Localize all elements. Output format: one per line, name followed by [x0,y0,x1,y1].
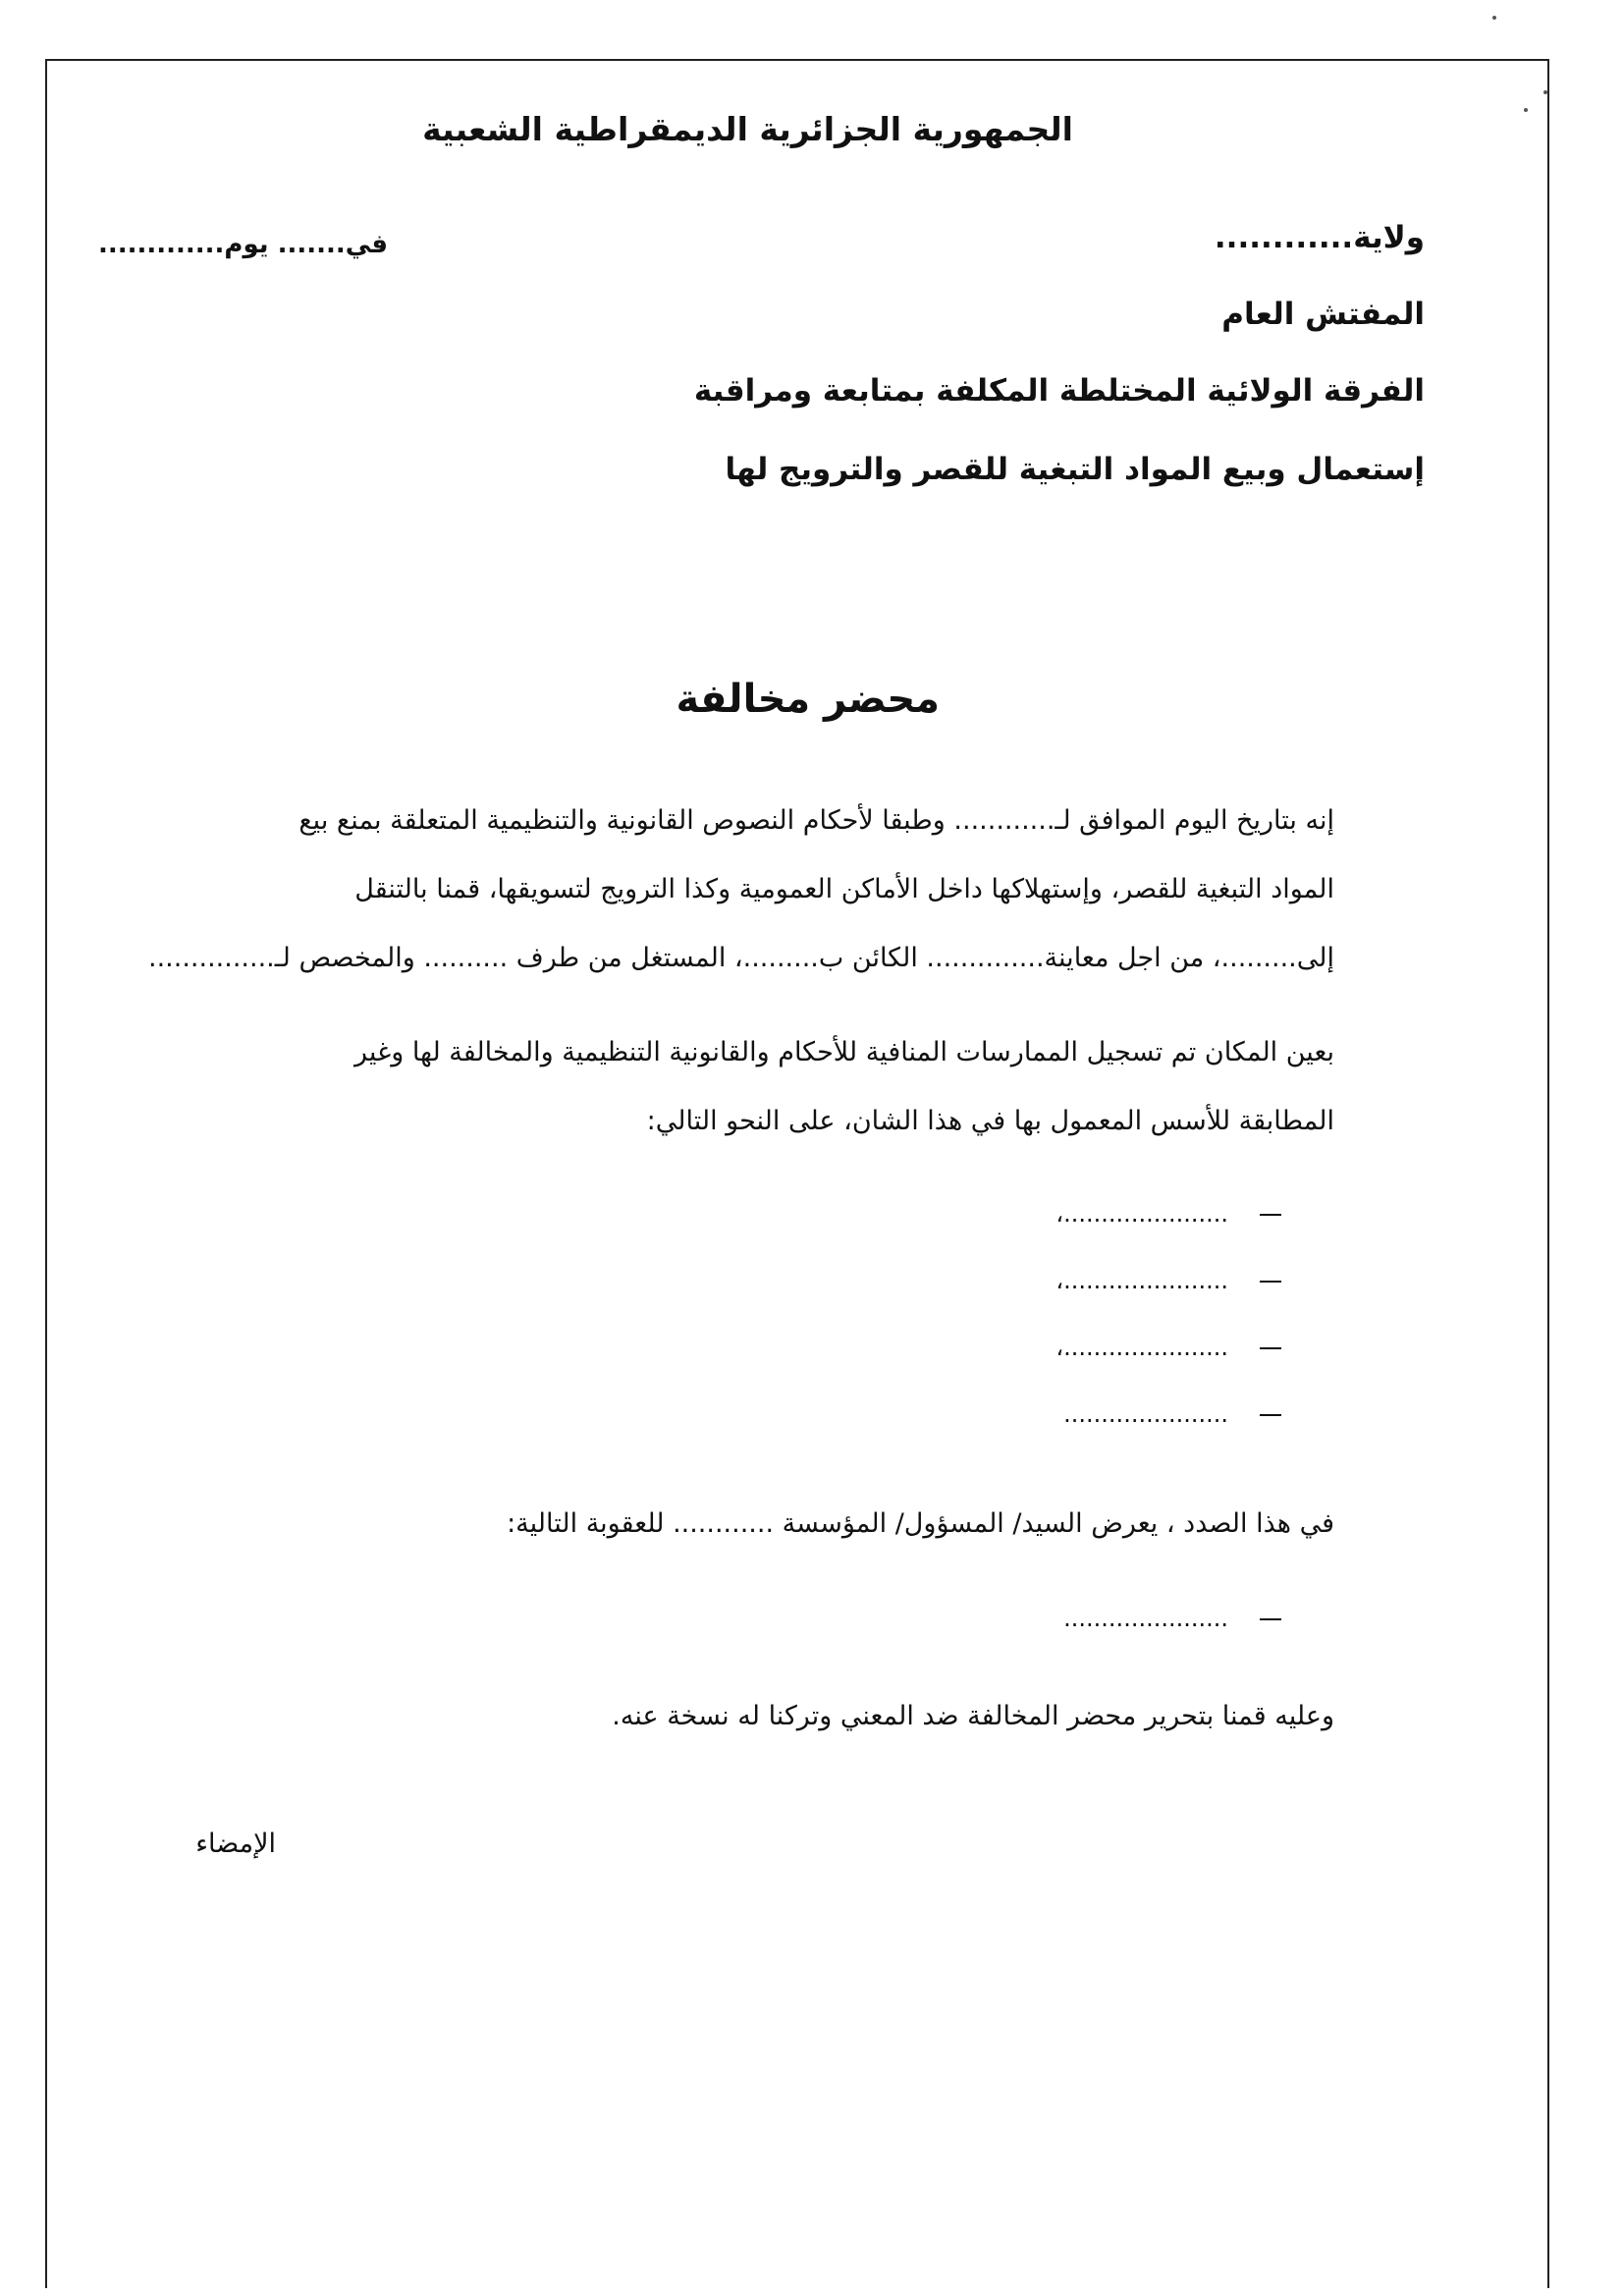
violation-item [1055,1200,1281,1228]
republic-header: الجمهورية الجزائرية الديمقراطية الشعبية [422,110,1073,148]
violation-item [1063,1400,1281,1428]
dash-mark [1260,1414,1281,1416]
violation-item [1055,1334,1281,1361]
violation-text: ......................، [1055,1200,1228,1228]
violation-text: ......................، [1055,1267,1228,1294]
brigade-line-2: إستعمال وبيع المواد التبغية للقصر والترويج لها [725,452,1425,487]
brigade-line-1: الفرقة الولائية المختلطة المكلفة بمتابعة ومراقبة [693,373,1425,409]
dash-mark [1260,1618,1281,1620]
violation-text: ...................... [1063,1400,1228,1428]
violation-text: ......................، [1055,1334,1228,1361]
paragraph-1-line-1: إنه بتاريخ اليوم الموافق لـ............ وطبقا لأحكام النصوص القانونية والتنظيمية المتعلقة بمنع بيع [298,805,1334,836]
dash-mark [1260,1214,1281,1216]
penalty-text: ...................... [1063,1605,1228,1632]
penalty-intro: في هذا الصدد ، يعرض السيد/ المسؤول/ المؤسسة ............ للعقوبة التالية: [507,1508,1334,1539]
paragraph-2 [176,1037,1334,1165]
paragraph-2-line-1: بعين المكان تم تسجيل الممارسات المنافية للأحكام والقانونية التنظيمية والمخالفة لها وغير [354,1037,1334,1067]
wilaya-field: ولاية............ [1214,220,1425,255]
closing-statement: وعليه قمنا بتحرير محضر المخالفة ضد المعني وتركنا له نسخة عنه. [612,1701,1334,1731]
dash-mark [1260,1347,1281,1349]
paragraph-1-line-2: المواد التبغية للقصر، وإستهلاكها داخل الأماكن العمومية وكذا الترويج لتسويقها، قمنا بالتنقل [354,874,1334,904]
violation-item [1055,1267,1281,1294]
paragraph-2-line-2: المطابقة للأسس المعمول بها في هذا الشان، على النحو التالي: [646,1106,1334,1136]
signature-label: الإمضاء [195,1829,276,1859]
paragraph-1 [148,805,1334,1002]
scan-speck [1543,90,1547,94]
scan-speck [1524,108,1528,112]
inspector-label: المفتش العام [1221,297,1425,332]
document-title: محضر مخالفة [676,677,940,722]
date-field: في....... يوم............. [98,230,389,259]
penalty-item [1063,1605,1281,1632]
scan-speck [1492,16,1496,20]
dash-mark [1260,1281,1281,1283]
paragraph-1-line-3: إلى.........، من اجل معاينة.............. الكائن ب.........، المستغل من طرف .......... والمخصص لـ............... [148,943,1334,973]
